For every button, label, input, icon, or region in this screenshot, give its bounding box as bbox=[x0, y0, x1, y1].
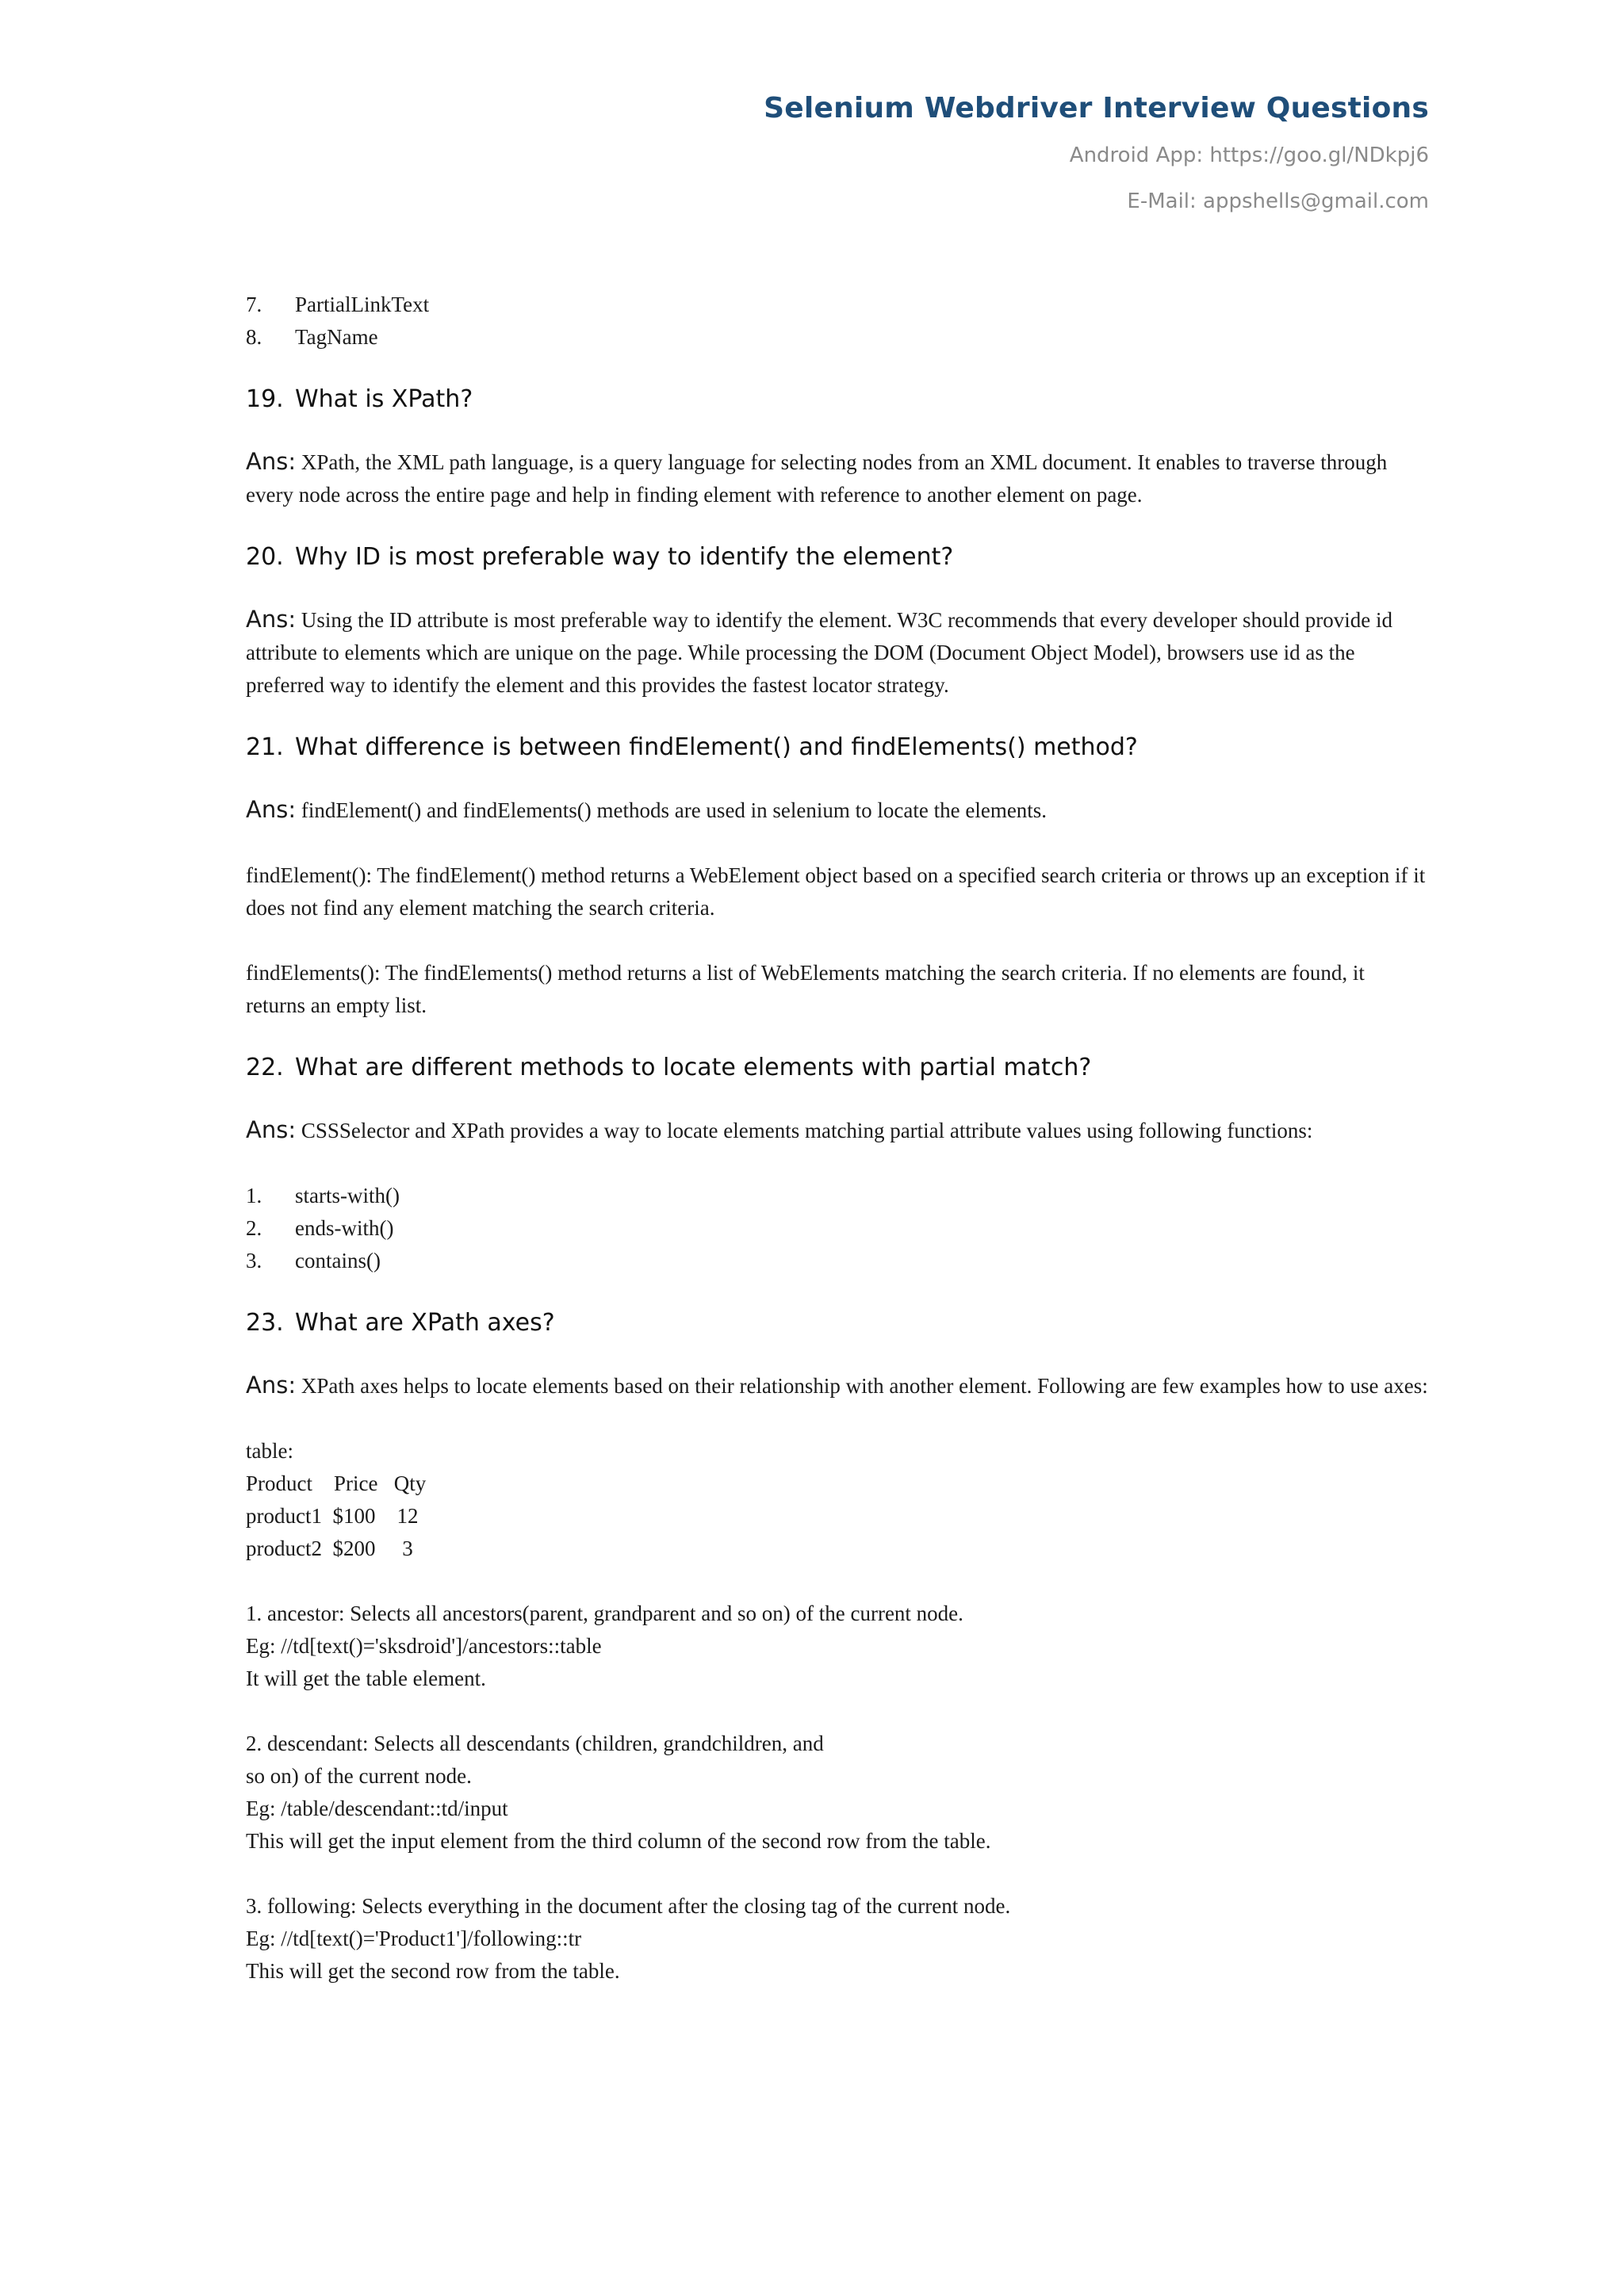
text-line: table: bbox=[246, 1439, 293, 1463]
text-line: Eg: //td[text()='sksdroid']/ancestors::table bbox=[246, 1634, 602, 1658]
question-22-heading: 22. What are different methods to locate elements with partial match? bbox=[246, 1054, 1092, 1081]
answer-20: Ans: Using the ID attribute is most preferable way to identify the element. W3C recommends that every developer should provide id attribute to elements which are unique on the page. While processing the DOM (Document Object Model), browsers use id as the preferred way to identify the element and this provides the fastest locator strategy. bbox=[246, 606, 1392, 697]
email-contact[interactable]: E-Mail: appshells@gmail.com bbox=[1127, 189, 1429, 213]
question-23-heading: 23. What are XPath axes? bbox=[246, 1309, 555, 1337]
list-item: 1. starts-with() bbox=[246, 1184, 400, 1207]
text-line: 1. ancestor: Selects all ancestors(parent, grandparent and so on) of the current node. bbox=[246, 1601, 963, 1625]
text-line: This will get the input element from the third column of the second row from the table. bbox=[246, 1829, 991, 1853]
question-19-heading: 19. What is XPath? bbox=[246, 385, 473, 413]
answer-21: Ans: findElement() and findElements() methods are used in selenium to locate the elements. bbox=[246, 796, 1048, 823]
following-example bbox=[246, 1890, 1429, 1988]
text-line: This will get the second row from the table. bbox=[246, 1959, 620, 1983]
text-line: so on) of the current node. bbox=[246, 1764, 472, 1788]
text-line: 3. following: Selects everything in the document after the closing tag of the current node. bbox=[246, 1894, 1011, 1918]
list-item: 2. ends-with() bbox=[246, 1216, 394, 1240]
example-table-text bbox=[246, 1435, 1429, 1565]
android-app-link[interactable]: Android App: https://goo.gl/NDkpj6 bbox=[1069, 144, 1429, 167]
text-line: 2. descendant: Selects all descendants (children, grandchildren, and bbox=[246, 1732, 824, 1755]
page-header bbox=[477, 92, 1429, 213]
question-20-heading: 20. Why ID is most preferable way to identify the element? bbox=[246, 543, 954, 571]
answer-19: Ans: XPath, the XML path language, is a query language for selecting nodes from an XML document. It enables to traverse through every node across the entire page and help in finding element with reference to another element on page. bbox=[246, 448, 1388, 507]
answer-21-find-element: findElement(): The findElement() method returns a WebElement object based on a specified search criteria or throws up an exception if it does not find any element matching the search criteria. bbox=[246, 863, 1426, 920]
text-line: Eg: //td[text()='Product1']/following::tr bbox=[246, 1927, 582, 1950]
text-line: Eg: /table/descendant::td/input bbox=[246, 1797, 508, 1820]
document-body bbox=[246, 289, 1429, 1988]
question-21-heading: 21. What difference is between findElement() and findElements() method? bbox=[246, 733, 1138, 761]
answer-22: Ans: CSSSelector and XPath provides a way to locate elements matching partial attribute values using following functions: bbox=[246, 1116, 1313, 1143]
list-item: 3. contains() bbox=[246, 1249, 381, 1272]
ancestor-example bbox=[246, 1598, 1429, 1695]
text-line: It will get the table element. bbox=[246, 1667, 486, 1690]
answer-23: Ans: XPath axes helps to locate elements based on their relationship with another element. Following are few examples how to use axes: bbox=[246, 1372, 1428, 1399]
text-line: product1 $100 12 bbox=[246, 1504, 419, 1528]
text-line: Product Price Qty bbox=[246, 1471, 427, 1495]
list-item: 7. PartialLinkText bbox=[246, 293, 430, 316]
partial-match-functions-list bbox=[246, 1180, 1429, 1277]
document-title: Selenium Webdriver Interview Questions bbox=[764, 92, 1429, 124]
locator-list-continued bbox=[246, 289, 1429, 354]
text-line: product2 $200 3 bbox=[246, 1536, 413, 1560]
descendant-example bbox=[246, 1728, 1429, 1858]
list-item: 8. TagName bbox=[246, 325, 378, 349]
answer-21-find-elements: findElements(): The findElements() method returns a list of WebElements matching the search criteria. If no elements are found, it returns an empty list. bbox=[246, 961, 1365, 1017]
